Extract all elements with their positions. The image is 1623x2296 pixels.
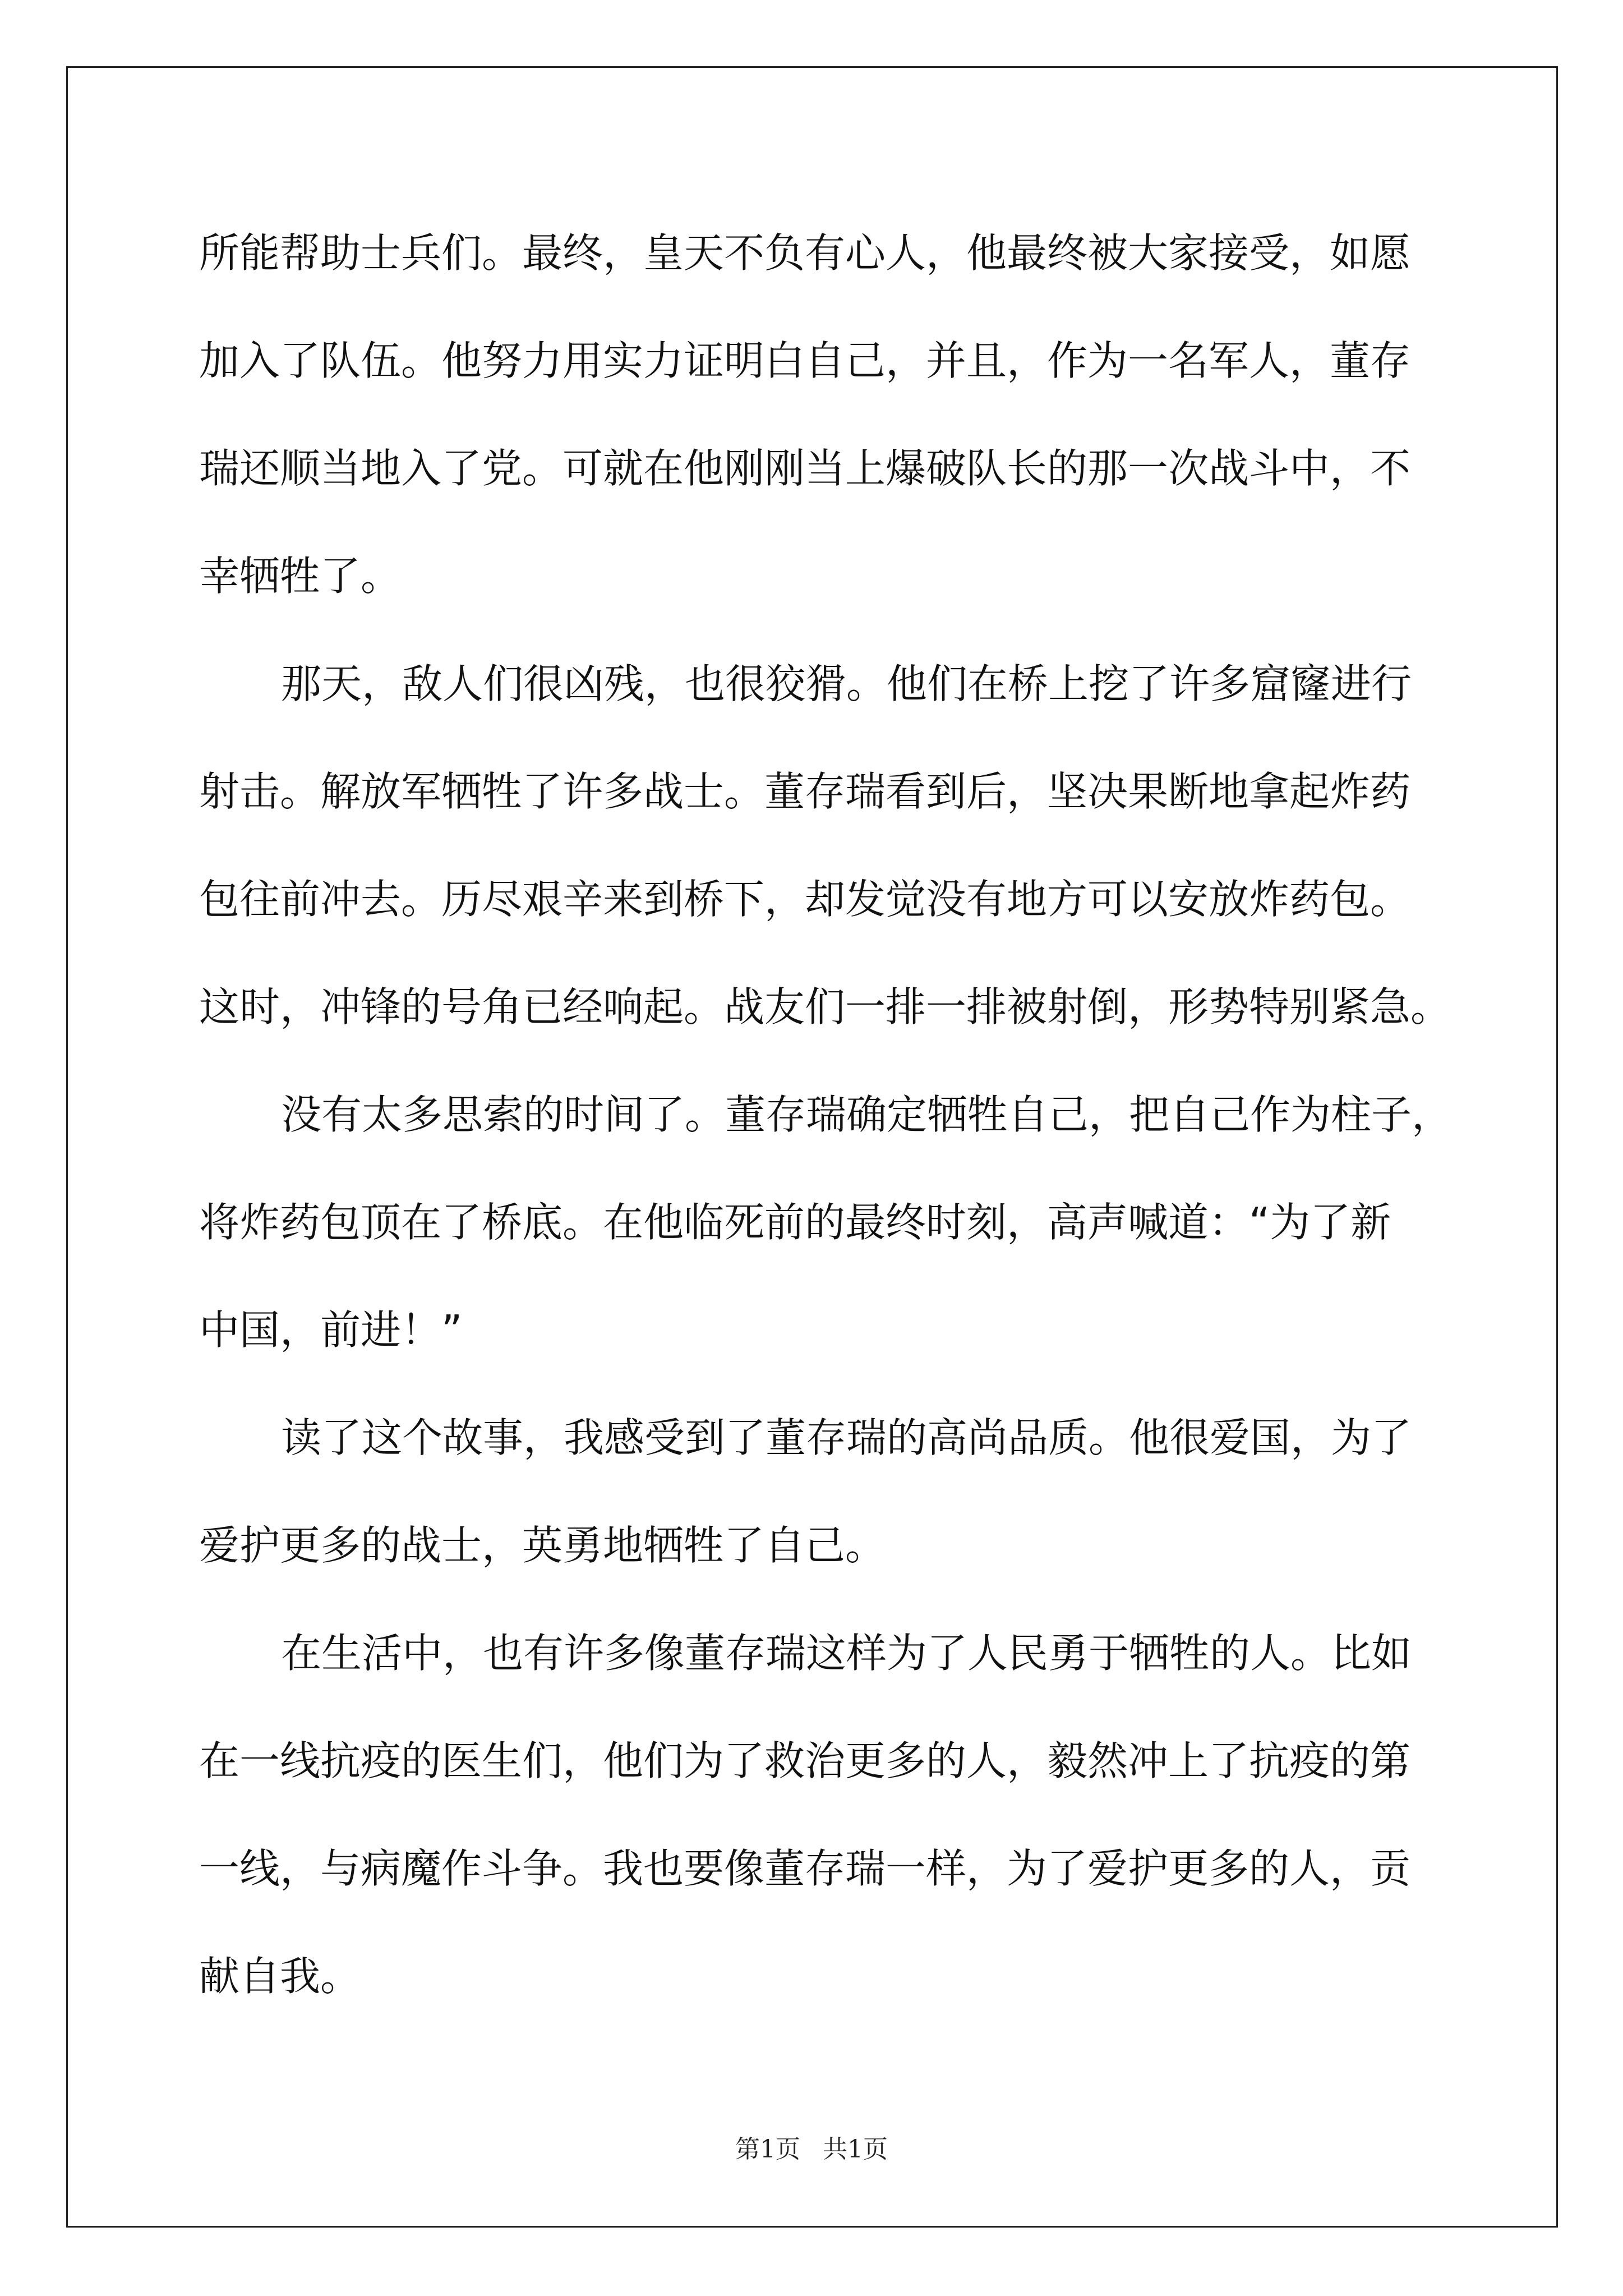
- text-line: 包往前冲去。历尽艰辛来到桥下，却发觉没有地方可以安放炸药包。: [199, 876, 1411, 923]
- text-line: 献自我。: [199, 1953, 361, 2000]
- text-line: 瑞还顺当地入了党。可就在他刚刚当上爆破队长的那一次战斗中，不: [199, 445, 1411, 492]
- paragraph-start-line: 读了这个故事，我感受到了董存瑞的高尚品质。他很爱国，为了: [281, 1414, 1412, 1461]
- page-footer: [0, 2129, 1623, 2165]
- text-line: 所能帮助士兵们。最终，皇天不负有心人，他最终被大家接受，如愿: [199, 229, 1411, 277]
- text-line: 中国，前进！”: [199, 1306, 463, 1354]
- text-line: 加入了队伍。他努力用实力证明白自己，并且，作为一名军人，董存: [199, 337, 1411, 384]
- document-body: [199, 199, 1453, 2030]
- page-total: 共1页: [823, 2135, 888, 2164]
- paragraph-start-line: 没有太多思索的时间了。董存瑞确定牺牲自己，把自己作为柱子，: [281, 1091, 1453, 1138]
- text-line: 将炸药包顶在了桥底。在他临死前的最终时刻，高声喊道：“为了新: [199, 1199, 1391, 1246]
- paragraph-start-line: 在生活中，也有许多像董存瑞这样为了人民勇于牺牲的人。比如: [281, 1630, 1412, 1677]
- text-line: 射击。解放军牺牲了许多战士。董存瑞看到后，坚决果断地拿起炸药: [199, 768, 1411, 815]
- text-line: 在一线抗疫的医生们，他们为了救治更多的人，毅然冲上了抗疫的第: [199, 1737, 1411, 1784]
- page-number: 第1页: [735, 2135, 800, 2164]
- paragraph-start-line: 那天，敌人们很凶残，也很狡猾。他们在桥上挖了许多窟窿进行: [281, 660, 1412, 707]
- text-line: 爱护更多的战士，英勇地牺牲了自己。: [199, 1522, 886, 1569]
- text-line: 这时，冲锋的号角已经响起。战友们一排一排被射倒，形势特别紧急。: [199, 983, 1451, 1030]
- text-line: 幸牺牲了。: [199, 553, 402, 600]
- text-line: 一线，与病魔作斗争。我也要像董存瑞一样，为了爱护更多的人，贡: [199, 1845, 1411, 1892]
